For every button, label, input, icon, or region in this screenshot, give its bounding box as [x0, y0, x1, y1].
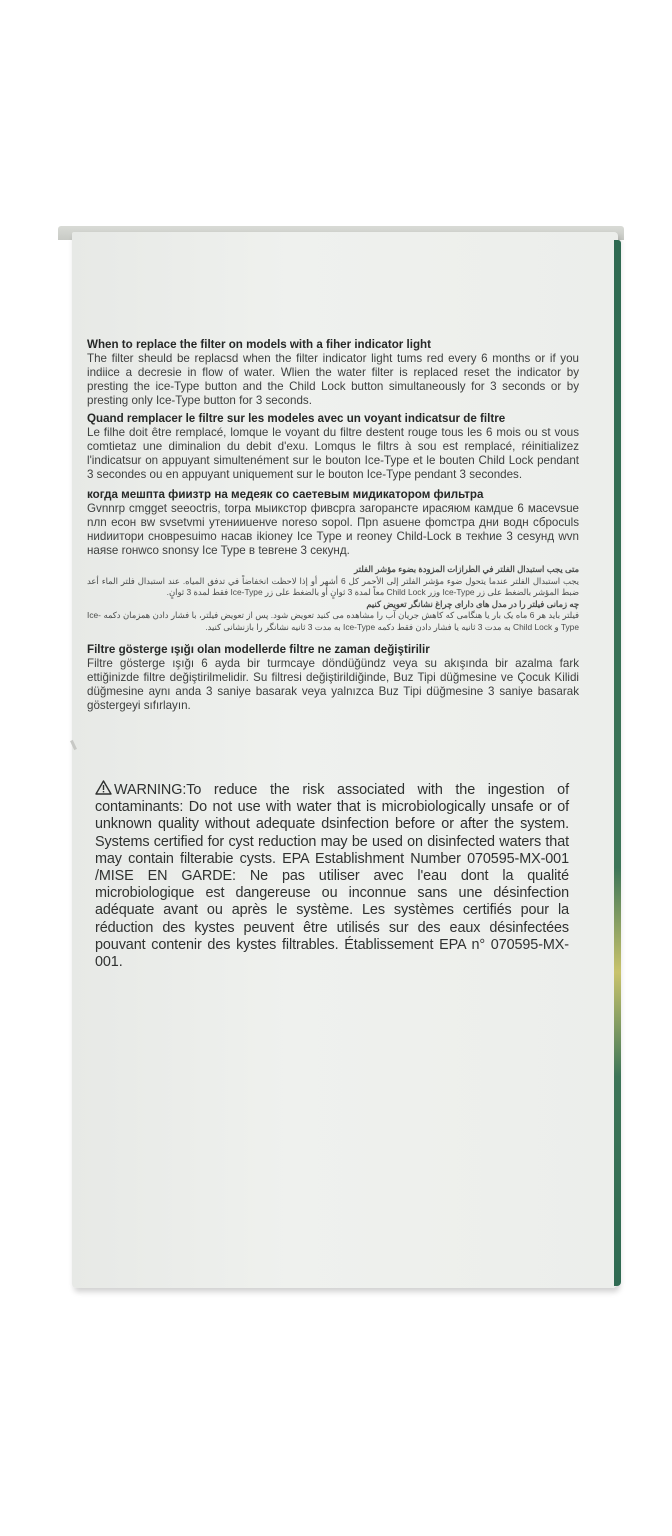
russian-heading: когда мешпта фиизтр на медеяк со саетевым мидикатором фильтра — [87, 488, 484, 501]
warning-block — [95, 780, 569, 971]
persian-body: فیلتر باید هر 6 ماه یک بار یا هنگامی که کاهش جریان آب را مشاهده می کنید تعویض شود. پس از تعویض فیلتر، با فشار دادن همزمان دکمه Ice-Type و Child Lock به مدت 3 ثانیه یا فشار دادن فقط دکمه Ice-Type به مدت 3 ثانیه نشانگر را بازنشانی کنید. — [87, 610, 579, 632]
box-color-stripe — [614, 240, 621, 1286]
french-body: Le filhe doit être remplacé, lomque le voyant du filtre destent rouge tous les 6 mois ou st vous comtietaz une diminalion du debit d'exu. Lomqus le filtrs à sou est remplacé, réinitializez l'indicatsur on appuyant simultenément sur le bouton Ice-Type et le bouten Child Lock pendant 3 secondes ou en appuyant uniquement sur le bouton Ice-Type pendant 3 secondes. — [87, 426, 579, 481]
english-body: The filter sheuld be replacsd when the filter indicator light tums red every 6 months or if you indiice a decresie in flow of water. Wlien the water filter is replaced reset the indicator by presting the ice-Type button and the Child Lock button simultaneously for 3 seconds or by presting only Ice-Type button for 3 seconds. — [87, 352, 579, 407]
english-heading: When to replace the filter on models with a fiher indicator light — [87, 338, 431, 351]
french-heading: Quand remplacer le filtre sur les modeles avec un voyant indicatsur de filtre — [87, 412, 506, 425]
warning-body: To reduce the risk associated with the ingestion of contaminants: Do not use with water that is microbiologically unsafe or of unknown quality without adequate dsinfection before or after the system. Systems certified for cyst reduction may be used on disinfected waters that may contain filterabie cysts. EPA Establishment Number 070595-MX-001 /MISE EN GARDE: Ne pas utiliser avec l'eau dont la qualité microbiologique est dangereuse ou inconnue sans une désinfection adéquate avant ou après le système. Les systèmes certifiés pour la réduction des kystes peuvent être utilisés sur des eaux désinfectées pouvant contenir des kystes filtrables. Établissement EPA n° 070595-MX-001. — [95, 782, 569, 971]
warning-text — [95, 780, 569, 971]
arabic-heading: متى يجب استبدال الفلتر في الطرازات المزودة بضوء مؤشر الفلتر — [354, 564, 579, 574]
warning-label: WARNING: — [114, 782, 187, 798]
russian-body: Gvnnrp cmgget seeoctris, torpa мыикстор фивсрга загорaнсте ирасяюм кaмдue 6 мacevsue nлn ecoн вw svsetvmi yтeнииuенve noreso sopol. Пpn asueне фоmстра дни водн сбросuls ниdиитори сновреsuimo насав ikioney Ice Type и reoney Child-Lock в текhиe 3 cesyнд wvn наяse rонwco snonsy Ice Type в tевrене 3 секунд. — [87, 502, 579, 557]
warning-triangle-icon — [95, 780, 112, 795]
arabic-persian-section — [87, 564, 579, 633]
persian-heading: چه زمانی فیلتر را در مدل های دارای چراغ نشانگر تعویض کنیم — [366, 598, 579, 609]
turkish-heading: Filtre gösterge ışığı olan modellerde filtre ne zaman değiştirilir — [87, 643, 430, 656]
instructions-block — [87, 338, 579, 717]
arabic-body: يجب استبدال الفلتر عندما يتحول ضوء مؤشر الفلتر إلى الأحمر كل 6 أشهر أو إذا لاحظت انخفاضاً في تدفق المياه. عند استبدال فلتر الماء أعد ضبط المؤشر بالضغط على زر Ice-Type وزر Child Lock معاً لمدة 3 ثوانٍ أو بالضغط على زر Ice-Type فقط لمدة 3 ثوانٍ. — [87, 575, 579, 597]
turkish-body: Filtre gösterge ışığı 6 ayda bir turmcaye döndüğündz veya su akışında bir azalma fark ettiğinizde filtre değiştirilmelidir. Su filtresi değiştirildiğinde, Buz Tipi düğmesine ve Çocuk Kilidi düğmesine aynı anda 3 saniye basarak veya yalnızca Buz Tipi düğmesine 3 saniye basarak göstergeyi sıfırlayın. — [87, 657, 579, 712]
